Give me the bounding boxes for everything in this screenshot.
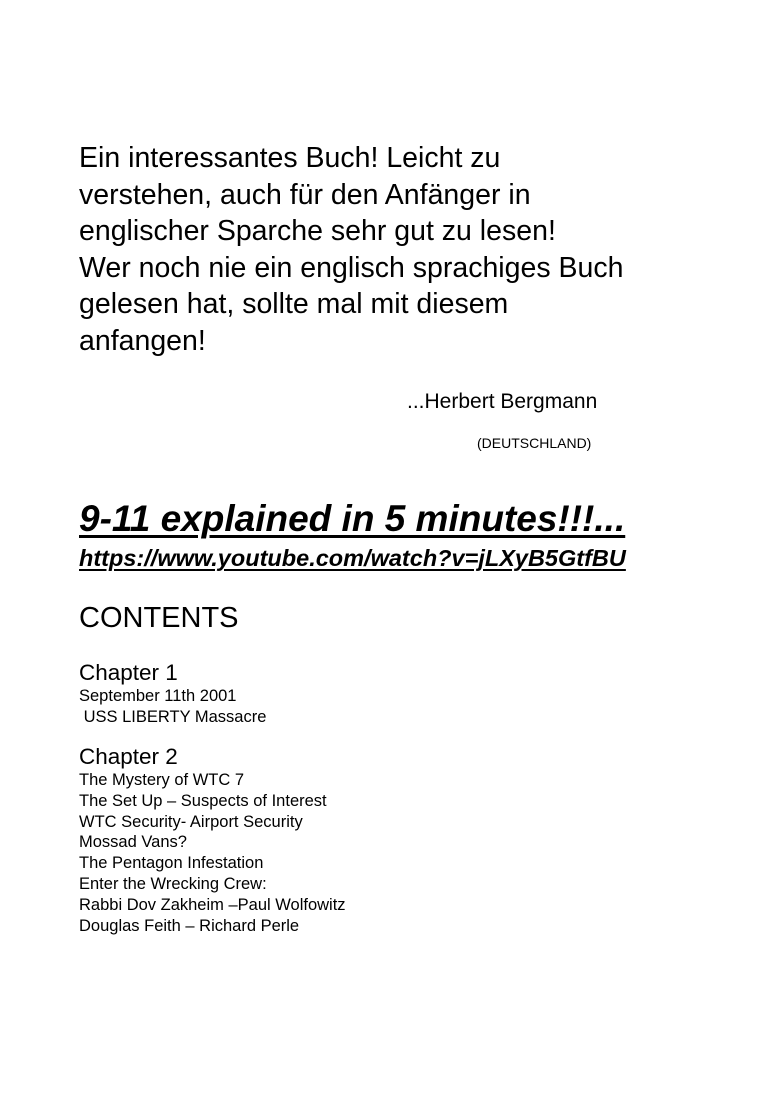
chapter-2 (79, 743, 346, 936)
quote-line: Ein interessantes Buch! Leicht zu (79, 142, 501, 174)
video-link[interactable]: https://www.youtube.com/watch?v=jLXyB5GtfBU (79, 545, 626, 571)
quote-line: verstehen, auch für den Anfänger in (79, 178, 531, 211)
chapter-item: The Pentagon Infestation (79, 854, 264, 873)
quote-line: anfangen! (79, 324, 206, 357)
chapter-1 (79, 659, 266, 728)
chapter-item: WTC Security- Airport Security (79, 812, 303, 831)
contents-heading: CONTENTS (79, 602, 239, 634)
headline: 9-11 explained in 5 minutes!!!... (79, 498, 626, 539)
chapter-item: Rabbi Dov Zakheim –Paul Wolfowitz (79, 895, 346, 914)
quote-line: englischer Sparche sehr gut zu lesen! (79, 215, 556, 247)
quote-line: Wer noch nie ein englisch sprachiges Buch (79, 251, 624, 284)
quote-country: (DEUTSCHLAND) (477, 435, 592, 451)
chapter-item: September 11th 2001 (79, 687, 237, 705)
chapter-item: The Mystery of WTC 7 (79, 771, 245, 789)
chapter-title: Chapter 2 (79, 744, 178, 769)
review-quote (79, 140, 739, 359)
quote-attribution: ...Herbert Bergmann (407, 390, 598, 413)
quote-line: gelesen hat, sollte mal mit diesem (79, 288, 509, 320)
chapter-item: USS LIBERTY Massacre (79, 707, 267, 726)
chapter-item: Enter the Wrecking Crew: (79, 874, 267, 893)
chapter-item: Douglas Feith – Richard Perle (79, 916, 300, 935)
chapter-item: The Set Up – Suspects of Interest (79, 791, 327, 810)
chapter-title: Chapter 1 (79, 660, 178, 685)
chapter-item: Mossad Vans? (79, 833, 187, 852)
